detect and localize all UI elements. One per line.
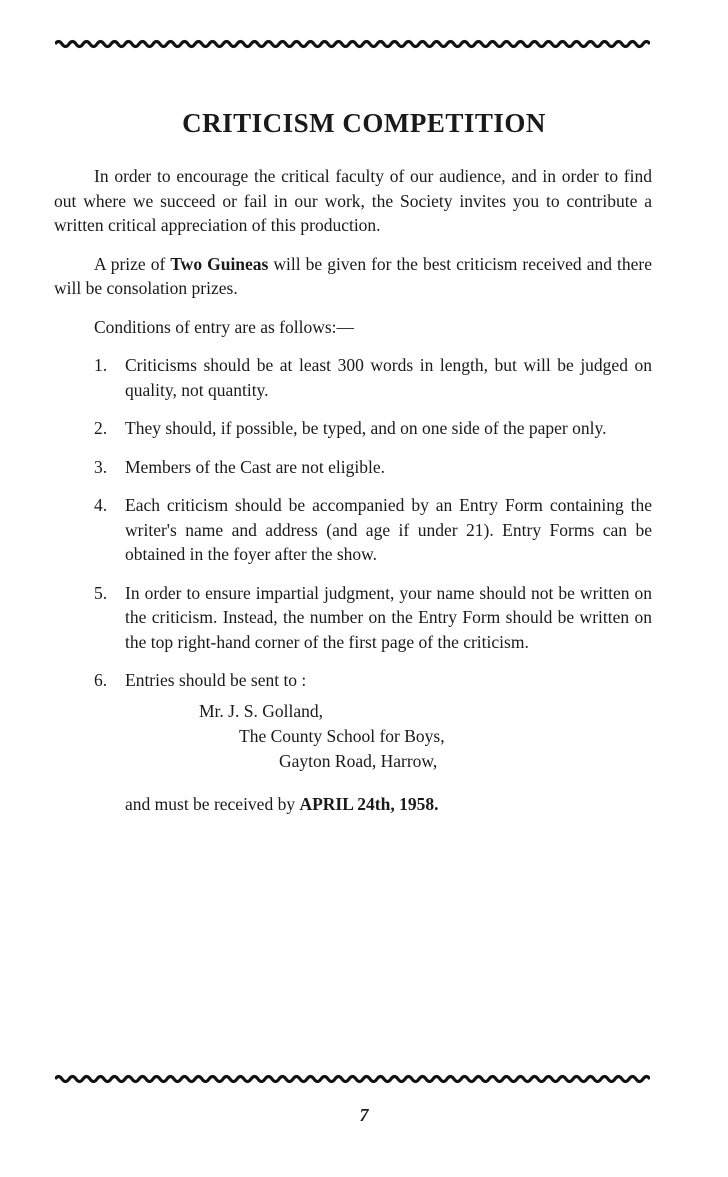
page-number: 7 [359,1105,369,1125]
intro-paragraph: In order to encourage the critical faculty of our audience, and in order to find out where we succeed or fail in our work, the Society invites you to contribute a written critical appreciation of this production. [54,166,652,235]
top-ornamental-rule [55,38,650,50]
conditions-intro: Conditions of entry are as follows:— [94,316,355,337]
condition-item [54,455,652,480]
deadline-line [54,792,652,817]
condition-number: 1. [94,355,108,375]
address-line-name: Mr. J. S. Golland, [199,700,323,721]
condition-number: 2. [94,418,108,438]
condition-item [54,416,652,441]
condition-text: Criticisms should be at least 300 words in length, but will be judged on quality, not quantity. [125,355,652,400]
condition-item [54,353,652,402]
condition-text: Entries should be sent to : [125,670,307,690]
condition-item [54,493,652,567]
condition-number: 4. [94,495,108,515]
condition-item [54,581,652,655]
bottom-ornamental-rule [55,1073,650,1085]
competition-text [54,164,652,816]
prize-paragraph [54,252,652,301]
page-title: CRITICISM COMPETITION [182,108,546,138]
condition-text: Members of the Cast are not eligible. [125,456,385,477]
deadline-text: and must be received by [125,793,300,814]
conditions-list [54,353,652,693]
entry-address [54,699,652,774]
prize-text-before: A prize of [94,253,171,274]
condition-number: 3. [94,456,108,477]
condition-number: 6. [94,670,108,690]
deadline-date: APRIL 24th, 1958. [299,793,439,814]
prize-amount: Two Guineas [170,253,269,274]
condition-number: 5. [94,582,108,603]
condition-text: In order to ensure impartial judgment, your name should not be written on the criticism. Instead, the number on the Entry Form should be written on the top right-hand corner of the first page of the criticism. [125,582,652,652]
condition-text: Each criticism should be accompanied by an Entry Form containing the writer's name and address (and age if under 21). Entry Forms can be obtained in the foyer after the show. [125,495,652,564]
condition-text: They should, if possible, be typed, and on one side of the paper only. [125,418,607,438]
address-line-school: The County School for Boys, [239,725,445,746]
prize-text-after: will be given for the best criticism received and there will be consolation prizes. [54,253,652,298]
condition-item [54,668,652,693]
address-line-road: Gayton Road, Harrow, [279,750,438,771]
